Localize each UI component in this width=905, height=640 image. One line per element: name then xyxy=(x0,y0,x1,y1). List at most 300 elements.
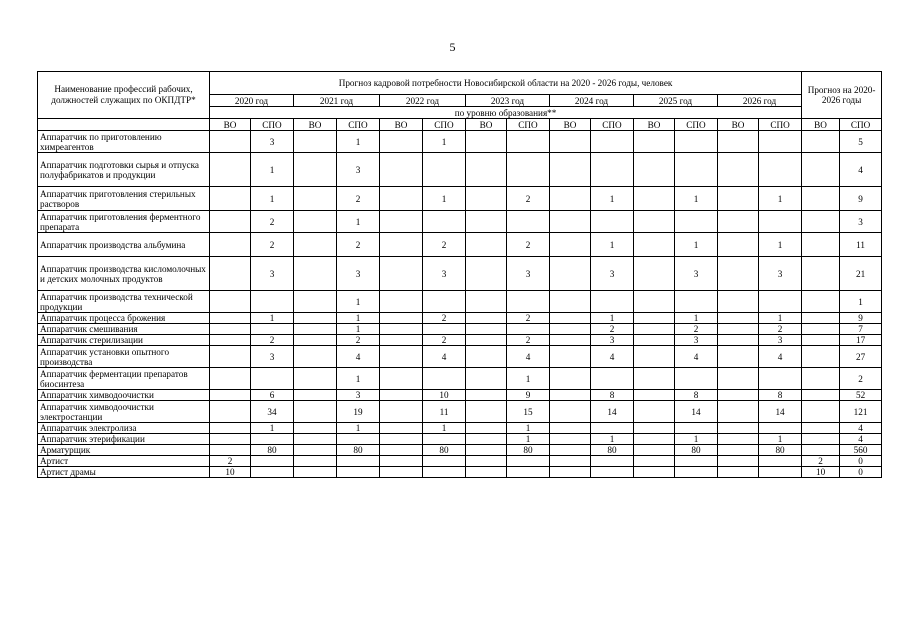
value-cell xyxy=(675,456,718,467)
value-cell: 1 xyxy=(337,291,380,313)
value-cell: 1 xyxy=(337,368,380,390)
value-cell xyxy=(718,423,759,434)
value-cell xyxy=(380,291,423,313)
value-cell xyxy=(466,456,507,467)
vo-column-header: ВО xyxy=(718,119,759,131)
value-cell: 4 xyxy=(840,434,882,445)
value-cell: 3 xyxy=(591,257,634,291)
value-cell xyxy=(759,211,802,233)
value-cell: 2 xyxy=(675,324,718,335)
profession-name: Аппаратчик приготовления стерильных растворов xyxy=(38,187,210,211)
value-cell xyxy=(550,291,591,313)
value-cell xyxy=(210,390,251,401)
value-cell xyxy=(251,456,294,467)
value-cell xyxy=(634,434,675,445)
profession-column-header: Наименование профессий рабочих, должностей служащих по ОКПДТР* xyxy=(38,72,210,119)
value-cell xyxy=(251,368,294,390)
value-cell xyxy=(718,211,759,233)
value-cell xyxy=(507,456,550,467)
value-cell: 14 xyxy=(759,401,802,423)
table-row xyxy=(38,401,882,423)
value-cell: 3 xyxy=(675,257,718,291)
value-cell: 19 xyxy=(337,401,380,423)
value-cell: 1 xyxy=(591,434,634,445)
value-cell: 1 xyxy=(675,233,718,257)
year-header: 2020 год xyxy=(210,95,294,107)
value-cell xyxy=(802,187,840,211)
value-cell xyxy=(675,467,718,478)
value-cell: 0 xyxy=(840,456,882,467)
value-cell xyxy=(294,187,337,211)
value-cell xyxy=(718,346,759,368)
value-cell: 2 xyxy=(423,313,466,324)
value-cell xyxy=(380,401,423,423)
spo-column-header: СПО xyxy=(423,119,466,131)
value-cell: 2 xyxy=(251,335,294,346)
value-cell xyxy=(550,313,591,324)
value-cell: 11 xyxy=(840,233,882,257)
value-cell xyxy=(423,211,466,233)
value-cell: 14 xyxy=(591,401,634,423)
value-cell xyxy=(294,335,337,346)
value-cell xyxy=(634,233,675,257)
value-cell xyxy=(210,324,251,335)
value-cell xyxy=(294,456,337,467)
value-cell xyxy=(210,434,251,445)
value-cell xyxy=(802,131,840,153)
table-row xyxy=(38,423,882,434)
value-cell: 3 xyxy=(591,335,634,346)
value-cell xyxy=(210,257,251,291)
value-cell xyxy=(634,187,675,211)
value-cell xyxy=(634,368,675,390)
value-cell: 2 xyxy=(507,335,550,346)
value-cell xyxy=(380,434,423,445)
value-cell xyxy=(759,467,802,478)
profession-name: Аппаратчик производства альбумина xyxy=(38,233,210,257)
value-cell xyxy=(634,467,675,478)
value-cell: 5 xyxy=(840,131,882,153)
value-cell: 121 xyxy=(840,401,882,423)
value-cell xyxy=(423,456,466,467)
table-row xyxy=(38,368,882,390)
value-cell xyxy=(802,153,840,187)
vo-column-header: ВО xyxy=(210,119,251,131)
value-cell xyxy=(718,313,759,324)
profession-name: Аппаратчик электролиза xyxy=(38,423,210,434)
value-cell xyxy=(675,153,718,187)
value-cell xyxy=(423,153,466,187)
page-number: 5 xyxy=(449,40,456,54)
table-row xyxy=(38,211,882,233)
table-row xyxy=(38,445,882,456)
value-cell xyxy=(550,346,591,368)
table-row xyxy=(38,187,882,211)
value-cell: 4 xyxy=(337,346,380,368)
value-cell xyxy=(294,390,337,401)
value-cell xyxy=(294,211,337,233)
value-cell: 6 xyxy=(251,390,294,401)
value-cell xyxy=(718,324,759,335)
value-cell: 2 xyxy=(802,456,840,467)
value-cell xyxy=(294,233,337,257)
value-cell: 17 xyxy=(840,335,882,346)
value-cell: 80 xyxy=(507,445,550,456)
value-cell: 2 xyxy=(759,324,802,335)
value-cell xyxy=(550,233,591,257)
value-cell xyxy=(550,390,591,401)
value-cell xyxy=(210,131,251,153)
value-cell xyxy=(759,423,802,434)
value-cell: 4 xyxy=(759,346,802,368)
value-cell: 1 xyxy=(251,187,294,211)
value-cell: 1 xyxy=(759,233,802,257)
value-cell: 1 xyxy=(591,313,634,324)
value-cell xyxy=(251,291,294,313)
value-cell xyxy=(591,153,634,187)
table-row xyxy=(38,324,882,335)
vo-column-header: ВО xyxy=(380,119,423,131)
value-cell xyxy=(210,211,251,233)
value-cell: 10 xyxy=(210,467,251,478)
profession-name: Аппаратчик смешивания xyxy=(38,324,210,335)
profession-name: Аппаратчик по приготовлению химреагентов xyxy=(38,131,210,153)
vo-column-header: ВО xyxy=(466,119,507,131)
value-cell xyxy=(210,346,251,368)
value-cell xyxy=(466,313,507,324)
value-cell xyxy=(507,211,550,233)
value-cell xyxy=(507,131,550,153)
value-cell: 560 xyxy=(840,445,882,456)
value-cell: 8 xyxy=(591,390,634,401)
value-cell xyxy=(802,233,840,257)
table-row xyxy=(38,456,882,467)
value-cell: 2 xyxy=(337,233,380,257)
value-cell xyxy=(759,456,802,467)
value-cell: 80 xyxy=(251,445,294,456)
value-cell xyxy=(380,313,423,324)
value-cell xyxy=(634,445,675,456)
table-row xyxy=(38,434,882,445)
value-cell: 2 xyxy=(337,335,380,346)
spo-column-header: СПО xyxy=(337,119,380,131)
value-cell: 3 xyxy=(840,211,882,233)
value-cell xyxy=(380,390,423,401)
value-cell: 1 xyxy=(337,313,380,324)
value-cell: 4 xyxy=(840,423,882,434)
value-cell xyxy=(466,390,507,401)
value-cell xyxy=(718,390,759,401)
value-cell: 0 xyxy=(840,467,882,478)
value-cell: 3 xyxy=(423,257,466,291)
value-cell: 3 xyxy=(507,257,550,291)
value-cell xyxy=(466,467,507,478)
value-cell xyxy=(591,291,634,313)
value-cell xyxy=(759,131,802,153)
vo-column-header: ВО xyxy=(550,119,591,131)
spo-column-header: СПО xyxy=(591,119,634,131)
value-cell xyxy=(380,324,423,335)
value-cell: 10 xyxy=(423,390,466,401)
value-cell xyxy=(718,445,759,456)
value-cell xyxy=(802,346,840,368)
value-cell xyxy=(294,257,337,291)
value-cell xyxy=(380,423,423,434)
forecast-title: Прогноз кадровой потребности Новосибирской области на 2020 - 2026 годы, человек xyxy=(210,72,802,95)
value-cell xyxy=(294,153,337,187)
value-cell: 1 xyxy=(591,233,634,257)
value-cell xyxy=(550,456,591,467)
value-cell xyxy=(550,324,591,335)
value-cell xyxy=(466,291,507,313)
value-cell xyxy=(802,423,840,434)
profession-name: Артист xyxy=(38,456,210,467)
value-cell: 2 xyxy=(840,368,882,390)
value-cell xyxy=(802,324,840,335)
value-cell: 3 xyxy=(759,335,802,346)
profession-name: Аппаратчик стерилизации xyxy=(38,335,210,346)
value-cell xyxy=(466,131,507,153)
value-cell: 4 xyxy=(423,346,466,368)
value-cell xyxy=(380,153,423,187)
value-cell: 1 xyxy=(251,313,294,324)
value-cell xyxy=(550,434,591,445)
value-cell xyxy=(718,467,759,478)
value-cell xyxy=(550,445,591,456)
profession-name: Аппаратчик химводоочистки xyxy=(38,390,210,401)
value-cell xyxy=(294,131,337,153)
value-cell: 1 xyxy=(507,368,550,390)
value-cell: 1 xyxy=(759,187,802,211)
value-cell xyxy=(550,257,591,291)
value-cell xyxy=(634,346,675,368)
value-cell xyxy=(210,401,251,423)
value-cell: 1 xyxy=(251,153,294,187)
value-cell xyxy=(423,467,466,478)
value-cell: 9 xyxy=(840,187,882,211)
value-cell xyxy=(675,211,718,233)
value-cell xyxy=(210,368,251,390)
year-header: 2022 год xyxy=(380,95,466,107)
value-cell xyxy=(550,211,591,233)
table-row xyxy=(38,257,882,291)
value-cell: 1 xyxy=(251,423,294,434)
value-cell xyxy=(675,368,718,390)
education-level-row xyxy=(38,119,882,131)
value-cell: 3 xyxy=(337,257,380,291)
value-cell xyxy=(380,131,423,153)
spo-column-header: СПО xyxy=(675,119,718,131)
value-cell xyxy=(550,423,591,434)
value-cell xyxy=(380,445,423,456)
vo-column-header: ВО xyxy=(294,119,337,131)
value-cell: 2 xyxy=(507,313,550,324)
value-cell xyxy=(466,335,507,346)
value-cell: 1 xyxy=(423,423,466,434)
value-cell: 3 xyxy=(251,131,294,153)
value-cell xyxy=(675,423,718,434)
value-cell xyxy=(380,467,423,478)
value-cell: 1 xyxy=(337,131,380,153)
value-cell xyxy=(380,233,423,257)
value-cell: 80 xyxy=(591,445,634,456)
value-cell xyxy=(550,131,591,153)
value-cell xyxy=(210,291,251,313)
value-cell xyxy=(759,153,802,187)
value-cell xyxy=(759,291,802,313)
value-cell xyxy=(675,131,718,153)
value-cell: 80 xyxy=(759,445,802,456)
table-body xyxy=(38,131,882,478)
value-cell: 1 xyxy=(759,313,802,324)
value-cell: 3 xyxy=(675,335,718,346)
value-cell: 3 xyxy=(251,257,294,291)
value-cell xyxy=(634,335,675,346)
value-cell xyxy=(210,187,251,211)
profession-name: Аппаратчик установки опытного производства xyxy=(38,346,210,368)
value-cell xyxy=(423,368,466,390)
year-header: 2025 год xyxy=(634,95,718,107)
value-cell xyxy=(466,434,507,445)
table-row xyxy=(38,233,882,257)
value-cell xyxy=(718,153,759,187)
value-cell xyxy=(294,445,337,456)
value-cell: 1 xyxy=(675,187,718,211)
value-cell xyxy=(718,233,759,257)
value-cell xyxy=(507,324,550,335)
value-cell: 1 xyxy=(337,211,380,233)
value-cell xyxy=(466,324,507,335)
value-cell xyxy=(466,346,507,368)
value-cell xyxy=(466,445,507,456)
value-cell xyxy=(634,153,675,187)
value-cell xyxy=(634,211,675,233)
value-cell xyxy=(210,233,251,257)
value-cell xyxy=(718,368,759,390)
value-cell: 2 xyxy=(210,456,251,467)
value-cell xyxy=(591,467,634,478)
value-cell: 11 xyxy=(423,401,466,423)
value-cell xyxy=(634,291,675,313)
value-cell xyxy=(634,423,675,434)
year-header: 2021 год xyxy=(294,95,380,107)
value-cell: 3 xyxy=(251,346,294,368)
value-cell: 15 xyxy=(507,401,550,423)
value-cell xyxy=(550,467,591,478)
value-cell xyxy=(380,211,423,233)
value-cell: 1 xyxy=(337,324,380,335)
value-cell xyxy=(380,346,423,368)
value-cell xyxy=(718,131,759,153)
value-cell xyxy=(466,233,507,257)
value-cell xyxy=(466,423,507,434)
value-cell xyxy=(380,257,423,291)
value-cell: 1 xyxy=(840,291,882,313)
staffing-forecast-table xyxy=(37,71,882,478)
table-row xyxy=(38,346,882,368)
value-cell xyxy=(466,211,507,233)
value-cell: 80 xyxy=(423,445,466,456)
value-cell xyxy=(802,211,840,233)
value-cell xyxy=(210,423,251,434)
value-cell: 2 xyxy=(423,233,466,257)
value-cell xyxy=(294,434,337,445)
profession-name: Артист драмы xyxy=(38,467,210,478)
value-cell xyxy=(466,401,507,423)
value-cell xyxy=(802,291,840,313)
profession-name: Аппаратчик процесса брожения xyxy=(38,313,210,324)
spo-column-header: СПО xyxy=(840,119,882,131)
vo-column-header: ВО xyxy=(634,119,675,131)
value-cell xyxy=(210,153,251,187)
profession-name: Аппаратчик приготовления ферментного препарата xyxy=(38,211,210,233)
value-cell xyxy=(380,335,423,346)
value-cell xyxy=(294,291,337,313)
total-forecast-header: Прогноз на 2020-2026 годы xyxy=(802,72,882,119)
profession-name: Аппаратчик ферментации препаратов биосинтеза xyxy=(38,368,210,390)
value-cell xyxy=(210,445,251,456)
table-row xyxy=(38,335,882,346)
value-cell xyxy=(802,434,840,445)
value-cell xyxy=(802,257,840,291)
value-cell xyxy=(718,434,759,445)
table-row xyxy=(38,390,882,401)
value-cell xyxy=(802,368,840,390)
value-cell xyxy=(634,324,675,335)
value-cell xyxy=(550,153,591,187)
value-cell: 2 xyxy=(507,187,550,211)
value-cell xyxy=(718,257,759,291)
value-cell xyxy=(802,335,840,346)
profession-name: Аппаратчик подготовки сырья и отпуска полуфабрикатов и продукции xyxy=(38,153,210,187)
value-cell xyxy=(423,434,466,445)
value-cell: 1 xyxy=(507,423,550,434)
value-cell xyxy=(634,313,675,324)
value-cell xyxy=(466,368,507,390)
value-cell xyxy=(210,313,251,324)
education-level-header: по уровню образования** xyxy=(210,107,802,119)
value-cell: 2 xyxy=(251,233,294,257)
value-cell xyxy=(380,456,423,467)
value-cell: 80 xyxy=(675,445,718,456)
value-cell: 2 xyxy=(251,211,294,233)
value-cell xyxy=(802,313,840,324)
value-cell xyxy=(591,368,634,390)
value-cell xyxy=(466,257,507,291)
value-cell xyxy=(294,401,337,423)
value-cell xyxy=(380,368,423,390)
table-row xyxy=(38,131,882,153)
table-row xyxy=(38,313,882,324)
value-cell: 8 xyxy=(759,390,802,401)
value-cell xyxy=(337,456,380,467)
value-cell xyxy=(634,401,675,423)
value-cell xyxy=(380,187,423,211)
year-header: 2026 год xyxy=(718,95,802,107)
value-cell xyxy=(507,291,550,313)
spo-column-header: СПО xyxy=(759,119,802,131)
value-cell xyxy=(550,187,591,211)
value-cell xyxy=(251,434,294,445)
value-cell xyxy=(802,401,840,423)
value-cell xyxy=(251,467,294,478)
value-cell xyxy=(550,368,591,390)
value-cell xyxy=(294,346,337,368)
value-cell xyxy=(337,434,380,445)
year-header: 2024 год xyxy=(550,95,634,107)
value-cell xyxy=(591,131,634,153)
value-cell xyxy=(294,313,337,324)
